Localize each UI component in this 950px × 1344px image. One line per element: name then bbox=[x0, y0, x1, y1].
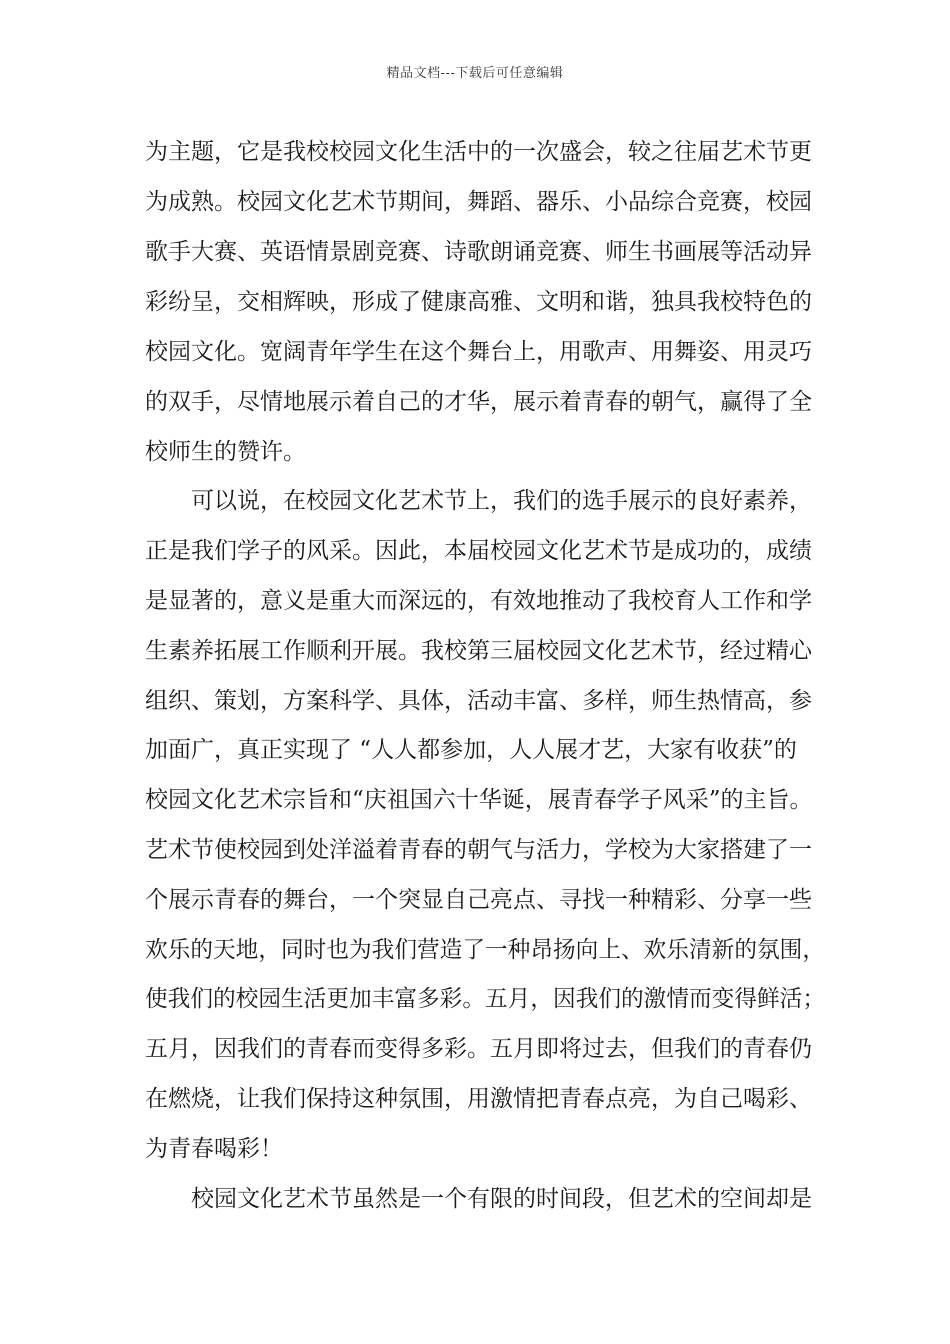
text-line: 可以说，在校园文化艺术节上，我们的选手展示的良好素养， bbox=[145, 488, 812, 514]
text-line: 校园文化艺术宗旨和“庆祖国六十华诞，展青春学子风采”的主旨。 bbox=[145, 787, 813, 813]
text-line: 个展示青春的舞台，一个突显自己亮点、寻找一种精彩、分享一些 bbox=[145, 887, 812, 913]
text-line: 为青春喝彩！ bbox=[145, 1136, 283, 1162]
text-line: 歌手大赛、英语情景剧竞赛、诗歌朗诵竞赛、师生书画展等活动异 bbox=[145, 239, 812, 265]
text-line: 组织、策划，方案科学、具体，活动丰富、多样，师生热情高，参 bbox=[145, 688, 812, 714]
text-line: 欢乐的天地，同时也为我们营造了一种昂扬向上、欢乐清新的氛围， bbox=[145, 937, 825, 963]
text-line: 生素养拓展工作顺利开展。我校第三届校园文化艺术节，经过精心 bbox=[145, 638, 812, 664]
page-header: 精品文档---下载后可任意编辑 bbox=[386, 66, 564, 81]
text-line: 加面广，真正实现了 “人人都参加，人人展才艺，大家有收获”的 bbox=[145, 737, 797, 763]
text-line: 为主题，它是我校校园文化生活中的一次盛会，较之往届艺术节更 bbox=[145, 139, 812, 165]
text-line: 艺术节使校园到处洋溢着青春的朝气与活力，学校为大家搭建了一 bbox=[145, 837, 812, 863]
text-line: 五月，因我们的青春而变得多彩。五月即将过去，但我们的青春仍 bbox=[145, 1036, 812, 1062]
text-line: 的双手，尽情地展示着自己的才华，展示着青春的朝气，赢得了全 bbox=[145, 389, 812, 415]
text-line: 校师生的赞许。 bbox=[145, 439, 306, 465]
text-line: 为成熟。校园文化艺术节期间，舞蹈、器乐、小品综合竞赛，校园 bbox=[145, 189, 812, 215]
text-line: 校园文化艺术节虽然是一个有限的时间段，但艺术的空间却是 bbox=[145, 1186, 812, 1212]
text-line: 校园文化。宽阔青年学生在这个舞台上，用歌声、用舞姿、用灵巧 bbox=[145, 339, 812, 365]
text-line: 在燃烧，让我们保持这种氛围，用激情把青春点亮，为自己喝彩、 bbox=[145, 1086, 812, 1112]
text-line: 是显著的，意义是重大而深远的，有效地推动了我校育人工作和学 bbox=[145, 588, 812, 614]
text-line: 使我们的校园生活更加丰富多彩。五月，因我们的激情而变得鲜活； bbox=[145, 986, 825, 1012]
text-line: 正是我们学子的风采。因此，本届校园文化艺术节是成功的，成绩 bbox=[145, 538, 812, 564]
text-line: 彩纷呈，交相辉映，形成了健康高雅、文明和谐，独具我校特色的 bbox=[145, 289, 812, 315]
